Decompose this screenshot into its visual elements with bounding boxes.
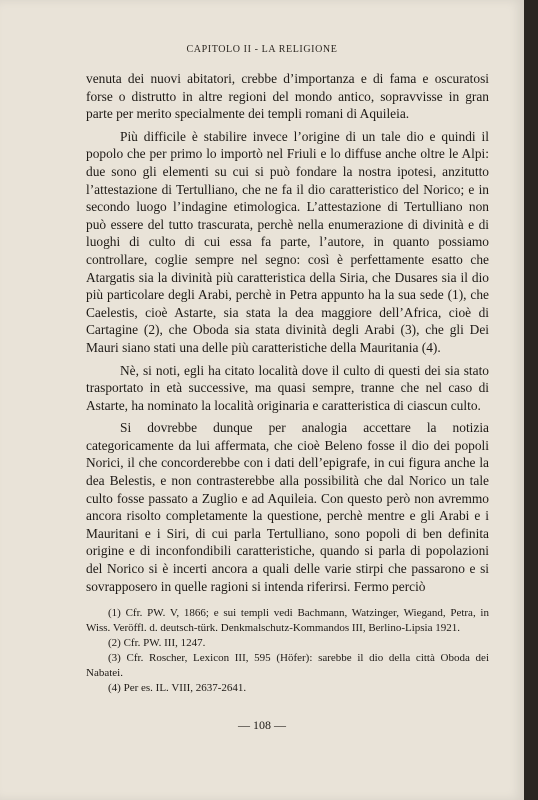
paragraph: Più difficile è stabilire invece l’origine di un tale dio e quindi il popolo che per primo lo importò nel Friuli e lo diffuse anche oltre le Alpi: due sono gli elementi su cui si può fondare la nostra ipotesi, anzitutto l’attestazione di Tertulliano, che ne fa il dio caratteristico del Norico; e in secondo luogo l’indagine etimologica. L’attestazione di Tertulliano non può essere del tutto trascurata, perchè nella enumerazione di divinità e di luoghi di culto di cui essa fa parte, l’autore, in quanto possiamo controllare, coglie sempre nel segno: così è perfettamente esatto che Atargatis sia la divinità più caratteristica della Siria, che Dusares sia il dio più particolare degli Arabi, perchè in Petra appunto ha la sua sede (1), che Caelestis, cioè Astarte, sia stata la dea maggiore dell’Africa, cioè di Cartagine (2), che Oboda sia stata divinità degli Arabi (3), che gli Dei Mauri siano stati una delle più caratteristiche della Mauritania (4).: [86, 128, 489, 355]
footnote: (3) Cfr. Roscher, Lexicon III, 595 (Höfer): sarebbe il dio della città Oboda dei Nabatei.: [86, 652, 489, 679]
footnote: (4) Per es. IL. VIII, 2637-2641.: [108, 682, 247, 694]
page-number: — 108 —: [238, 718, 286, 732]
paragraph: Si dovrebbe dunque per analogia accettare la notizia categoricamente da lui affermata, che cioè Beleno fosse il dio dei popoli Norici, il che concorderebbe con i dati dell’epigrafe, in cui figura anche la dea Belestis, e non contrasterebbe alla possibilità che dal Norico un tale culto fosse passato a Zuglio e ad Aquileia. Con questo però non avremmo ancora risolto completamente la questione, perchè mentre e gli Arabi e i Mauritani e i Siri, di cui parla Tertulliano, sono popoli di ben definita origine e di inconfondibili caratteristiche, quando si parla di popolazioni del Norico si è incerti ancora a quali delle varie stirpi che passarono e si sovrapposero in quelle ragioni si intenda riferirsi. Fermo perciò: [86, 420, 489, 594]
paragraph: Nè, si noti, egli ha citato località dove il culto di questi dei sia stato trasportato in età successive, ma quasi sempre, tranne che nel caso di Astarte, ha nominato la località originaria e caratteristica di ciascun culto.: [86, 362, 489, 413]
main-text: [86, 70, 489, 595]
footnotes: [86, 606, 489, 696]
footnote: (1) Cfr. PW. V, 1866; e sui templi vedi Bachmann, Watzinger, Wiegand, Petra, in Wiss. Veröffl. d. deutsch-türk. Denkmalschutz-Kommandos III, Berlino-Lipsia 1921.: [86, 607, 489, 634]
paragraph: venuta dei nuovi abitatori, crebbe d’importanza e di fama e oscuratosi forse o distrutto in altre regioni del mondo antico, sopravvisse in gran parte per merito specialmente dei templi romani di Aquileia.: [86, 71, 489, 122]
running-header: CAPITOLO II - LA RELIGIONE: [186, 44, 338, 55]
footnote: (2) Cfr. PW. III, 1247.: [108, 637, 206, 649]
